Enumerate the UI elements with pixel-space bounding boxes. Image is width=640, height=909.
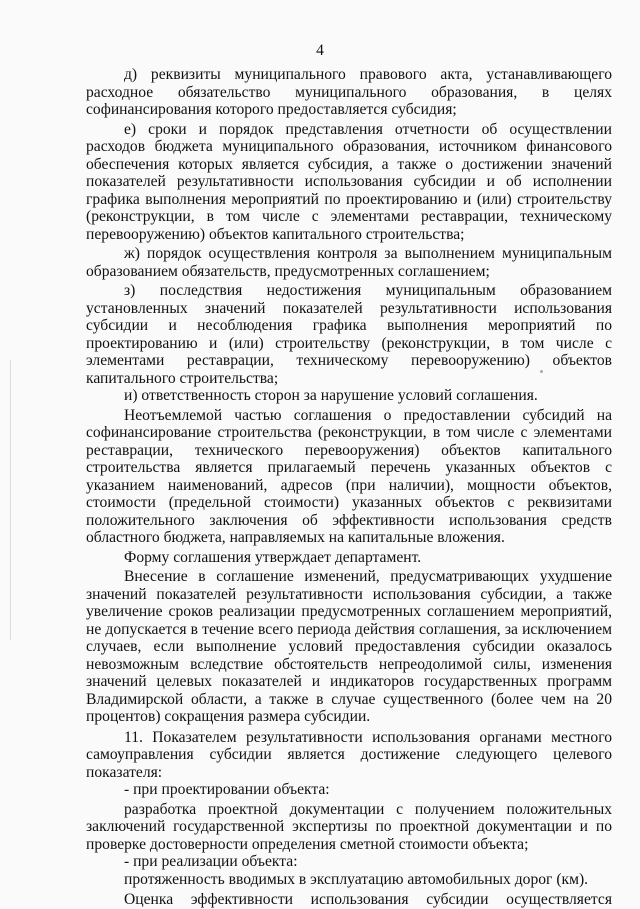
- implementation-heading: - при реализации объекта:: [124, 853, 298, 870]
- paragraph-11: 11. Показателем результативности использования органами местного самоуправления субсидии является достижение следующего целевого показателя:: [86, 728, 612, 781]
- scan-margin-artifact: [10, 360, 11, 640]
- design-body: разработка проектной документации с получением положительных заключений государственной экспертизы по проектной документации и по проверке достоверности определения сметной стоимости объекта;: [86, 800, 612, 853]
- paragraph-integral-part: Неотъемлемой частью соглашения о предоставлении субсидий на софинансирование строительства (реконструкции, в том числе с элементами реставрации, технического перевооружения) объектов капитального строительства является прилагаемый перечень указанных объектов с указанием наименований, адресов (при наличии), мощности объектов, стоимости (предельной стоимости) указанных объектов с реквизитами положительного заключения об эффективности использования средств областного бюджета, направляемых на капитальные вложения.: [86, 406, 612, 546]
- page-number: 4: [316, 42, 324, 59]
- document-body: [86, 66, 612, 909]
- paragraph-evaluation: Оценка эффективности использования субсидии осуществляется: [124, 891, 612, 908]
- paragraph-d: д) реквизиты муниципального правового акта, устанавливающего расходное обязательство муниципального образования, в целях софинансирования которого предоставляется субсидия;: [86, 66, 612, 118]
- paragraph-i: и) ответственность сторон за нарушение условий соглашения.: [124, 387, 538, 404]
- implementation-body: протяженность вводимых в эксплуатацию автомобильных дорог (км).: [124, 870, 589, 888]
- paragraph-e: е) сроки и порядок представления отчетности об осуществлении расходов бюджета муниципального образования, источником финансового обеспечения которых является субсидия, а также о достижении значений показателей результативности использования субсидии и об исполнении графика выполнения мероприятий по проектированию и (или) строительству (реконструкции, в том числе с элементами реставрации, техническому перевооружению) объектов капитального строительства;: [86, 120, 612, 243]
- paragraph-agreement-form: Форму соглашения утверждает департамент.: [124, 548, 422, 566]
- paragraph-zh: ж) порядок осуществления контроля за выполнением муниципальным образованием обязательств, предусмотренных соглашением;: [86, 245, 612, 280]
- design-heading: - при проектировании объекта:: [124, 781, 330, 798]
- paragraph-changes: Внесение в соглашение изменений, предусматривающих ухудшение значений показателей результативности использования субсидии, а также увеличение сроков реализации предусмотренных соглашением мероприятий, не допускается в течение всего периода действия соглашения, за исключением случаев, если выполнение условий предоставления субсидии оказалось невозможным вследствие обстоятельств непреодолимой силы, изменения значений целевых показателей и индикаторов государственных программ Владимирской области, а также в случае существенного (более чем на 20 процентов) сокращения размера субсидии.: [86, 568, 612, 725]
- paragraph-z: з) последствия недостижения муниципальным образованием установленных значений показателей результативности использования субсидии и несоблюдения графика выполнения мероприятий по проектированию и (или) строительству (реконструкции, в том числе с элементами реставрации, техническому перевооружению) объектов капитального строительства;: [86, 282, 612, 387]
